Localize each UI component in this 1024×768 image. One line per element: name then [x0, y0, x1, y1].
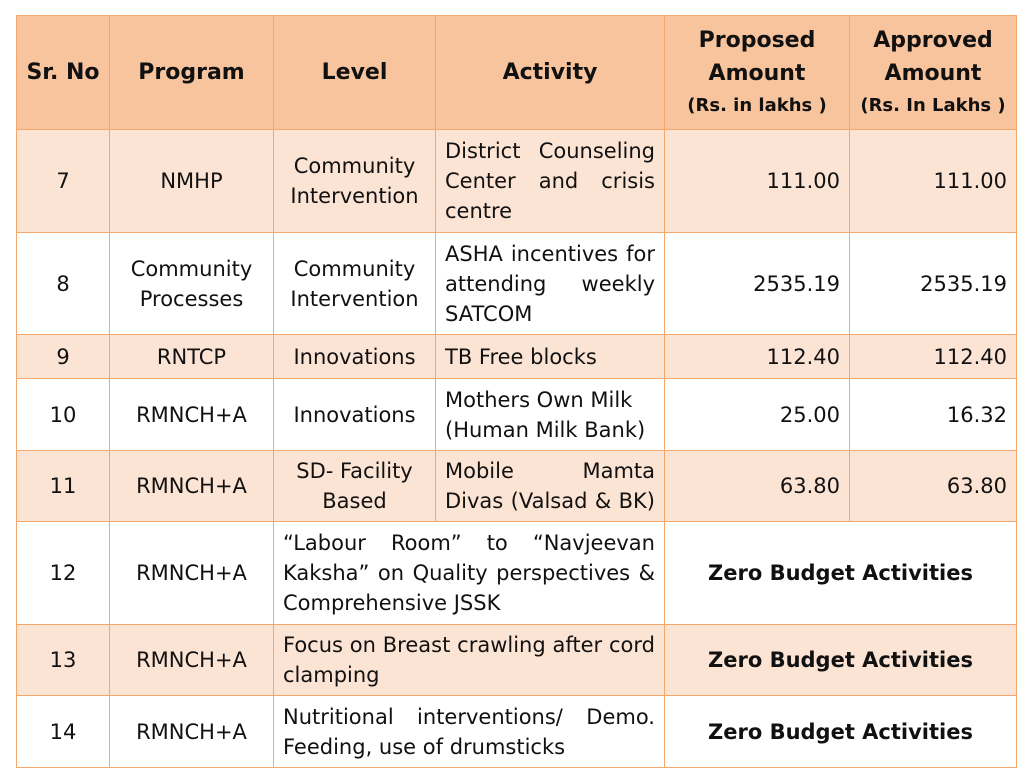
program-cell: RNTCP [110, 335, 274, 379]
proposed-amount-cell: 63.80 [665, 451, 850, 522]
proposed-amount-cell: 112.40 [665, 335, 850, 379]
approved-amount-cell: 16.32 [850, 379, 1017, 451]
approved-amount-label: Approved Amount [873, 27, 993, 86]
level-cell: Community Intervention [274, 233, 436, 335]
program-cell: RMNCH+A [110, 625, 274, 696]
activity-cell: TB Free blocks [436, 335, 665, 379]
program-cell: Community Processes [110, 233, 274, 335]
table-row [17, 335, 1017, 379]
approved-amount-cell: 2535.19 [850, 233, 1017, 335]
activity-cell: ASHA incentives for attending weekly SATCOM [436, 233, 665, 335]
zero-budget-cell: Zero Budget Activities [665, 625, 1017, 696]
budget-table [16, 15, 1017, 768]
table-row [17, 379, 1017, 451]
activity-cell: District Counseling Center and crisis centre [436, 130, 665, 233]
table-row [17, 625, 1017, 696]
proposed-amount-cell: 2535.19 [665, 233, 850, 335]
header-level: Level [274, 16, 436, 130]
header-program: Program [110, 16, 274, 130]
sr-no-cell: 11 [17, 451, 110, 522]
sr-no-cell: 13 [17, 625, 110, 696]
table-row [17, 522, 1017, 625]
activity-cell: Mothers Own Milk (Human Milk Bank) [436, 379, 665, 451]
proposed-amount-cell: 111.00 [665, 130, 850, 233]
sr-no-cell: 10 [17, 379, 110, 451]
approved-amount-cell: 63.80 [850, 451, 1017, 522]
activity-cell: Focus on Breast crawling after cord clamping [274, 625, 665, 696]
level-cell: SD- Facility Based [274, 451, 436, 522]
sr-no-cell: 12 [17, 522, 110, 625]
sr-no-cell: 7 [17, 130, 110, 233]
program-cell: RMNCH+A [110, 379, 274, 451]
header-activity: Activity [436, 16, 665, 130]
table-row [17, 696, 1017, 768]
program-cell: RMNCH+A [110, 522, 274, 625]
activity-cell: Mobile Mamta Divas (Valsad & BK) [436, 451, 665, 522]
header-row [17, 16, 1017, 130]
proposed-amount-label: Proposed Amount [698, 27, 816, 86]
proposed-amount-cell: 25.00 [665, 379, 850, 451]
table-row [17, 451, 1017, 522]
activity-cell: Nutritional interventions/ Demo. Feeding, use of drumsticks [274, 696, 665, 768]
zero-budget-cell: Zero Budget Activities [665, 522, 1017, 625]
program-cell: RMNCH+A [110, 451, 274, 522]
header-approved-amount [850, 16, 1017, 130]
proposed-amount-unit: (Rs. in lakhs ) [687, 94, 827, 116]
program-cell: RMNCH+A [110, 696, 274, 768]
zero-budget-cell: Zero Budget Activities [665, 696, 1017, 768]
level-cell: Innovations [274, 335, 436, 379]
level-cell: Innovations [274, 379, 436, 451]
header-sr-no: Sr. No [17, 16, 110, 130]
table-row [17, 130, 1017, 233]
header-proposed-amount [665, 16, 850, 130]
program-cell: NMHP [110, 130, 274, 233]
sr-no-cell: 8 [17, 233, 110, 335]
table-row [17, 233, 1017, 335]
activity-cell: “Labour Room” to “Navjeevan Kaksha” on Quality perspectives & Comprehensive JSSK [274, 522, 665, 625]
approved-amount-unit: (Rs. In Lakhs ) [860, 94, 1006, 116]
level-cell: Community Intervention [274, 130, 436, 233]
approved-amount-cell: 111.00 [850, 130, 1017, 233]
sr-no-cell: 14 [17, 696, 110, 768]
approved-amount-cell: 112.40 [850, 335, 1017, 379]
sr-no-cell: 9 [17, 335, 110, 379]
